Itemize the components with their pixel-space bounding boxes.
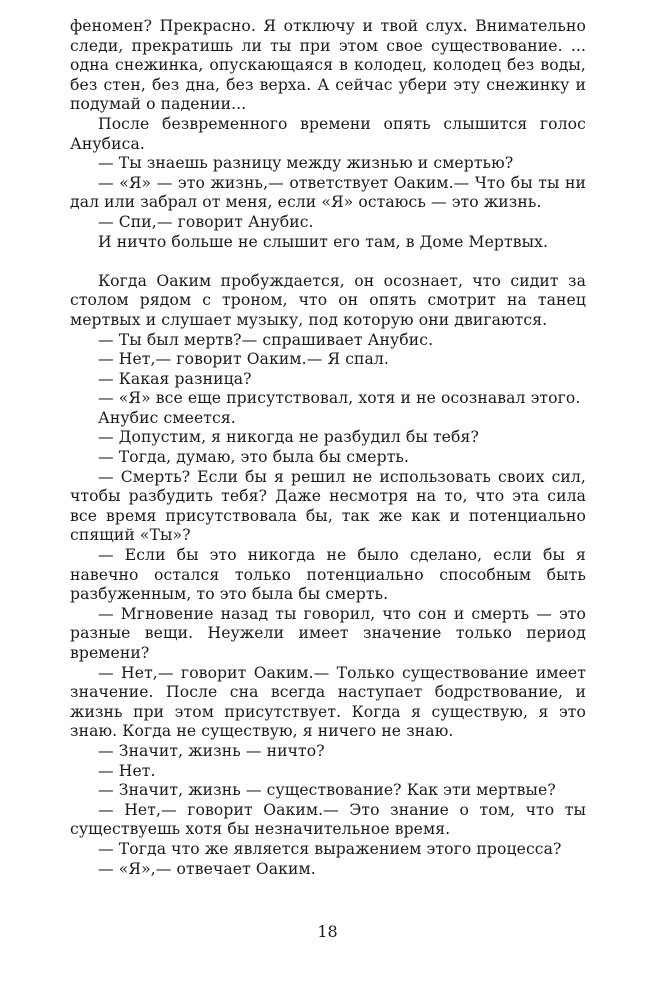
text-section-1: [70, 17, 586, 252]
paragraph: — Спи,— говорит Анубис.: [98, 212, 314, 231]
page-text: [70, 17, 586, 879]
paragraph: Когда Оаким пробуждается, он осознает, что сидит за столом рядом с троном, что он опять смотрит на танец мертвых и слушает музыку, под которую они двигаются.: [70, 271, 586, 329]
paragraph: — «Я» все еще присутствовал, хотя и не осознавал этого.: [98, 389, 581, 408]
paragraph: — Нет.: [98, 761, 156, 780]
paragraph: феномен? Прекрасно. Я отключу и твой слух. Внимательно следи, прекратишь ли ты при этом свое существование. ... одна снежинка, опускающаяся в колодец, колодец без воды, без стен, без дна, без верха. А сейчас убери эту снежинку и подумай о падении...: [70, 17, 586, 114]
paragraph: — Если бы это никогда не было сделано, если бы я навечно остался только потенциально способным быть разбуженным, то это была бы смерть.: [70, 546, 586, 604]
paragraph: — Какая разница?: [98, 369, 252, 388]
text-section-2: [70, 272, 586, 879]
paragraph: — Тогда, думаю, это была бы смерть.: [98, 448, 410, 467]
paragraph: — Значит, жизнь — существование? Как эти мертвые?: [98, 781, 556, 800]
paragraph: — Мгновение назад ты говорил, что сон и смерть — это разные вещи. Неужели имеет значение только период времени?: [70, 604, 586, 662]
paragraph: — Ты знаешь разницу между жизнью и смертью?: [98, 154, 514, 173]
paragraph: — Нет,— говорит Оаким.— Только существование имеет значение. После сна всегда наступает бодрствование, и жизнь при этом присутствует. Когда я существую, я это знаю. Когда не существую, я ничего не знаю.: [70, 663, 586, 741]
paragraph: — Ты был мертв?— спрашивает Анубис.: [98, 330, 434, 349]
paragraph: — Значит, жизнь — ничто?: [98, 741, 325, 760]
paragraph: — «Я» — это жизнь,— ответствует Оаким.— Что бы ты ни дал или забрал от меня, если «Я» остаюсь — это жизнь.: [70, 173, 586, 212]
paragraph: Анубис смеется.: [98, 408, 236, 427]
page-number: 18: [317, 922, 338, 941]
paragraph: — Нет,— говорит Оаким.— Я спал.: [98, 350, 389, 369]
paragraph: — «Я»,— отвечает Оаким.: [98, 859, 316, 878]
paragraph: — Смерть? Если бы я решил не использовать своих сил, чтобы разбудить тебя? Даже несмотря на то, что эта сила все время присутствовала бы, так же как и потенциально спящий «Ты»?: [70, 467, 586, 545]
paragraph: И ничто больше не слышит его там, в Доме Мертвых.: [98, 232, 549, 251]
paragraph: — Тогда что же является выражением этого процесса?: [98, 839, 562, 858]
paragraph: — Нет,— говорит Оаким.— Это знание о том, что ты существуешь хотя бы незначительное время.: [70, 800, 586, 839]
paragraph: После безвременного времени опять слышится голос Анубиса.: [70, 114, 586, 153]
paragraph: — Допустим, я никогда не разбудил бы тебя?: [98, 428, 479, 447]
